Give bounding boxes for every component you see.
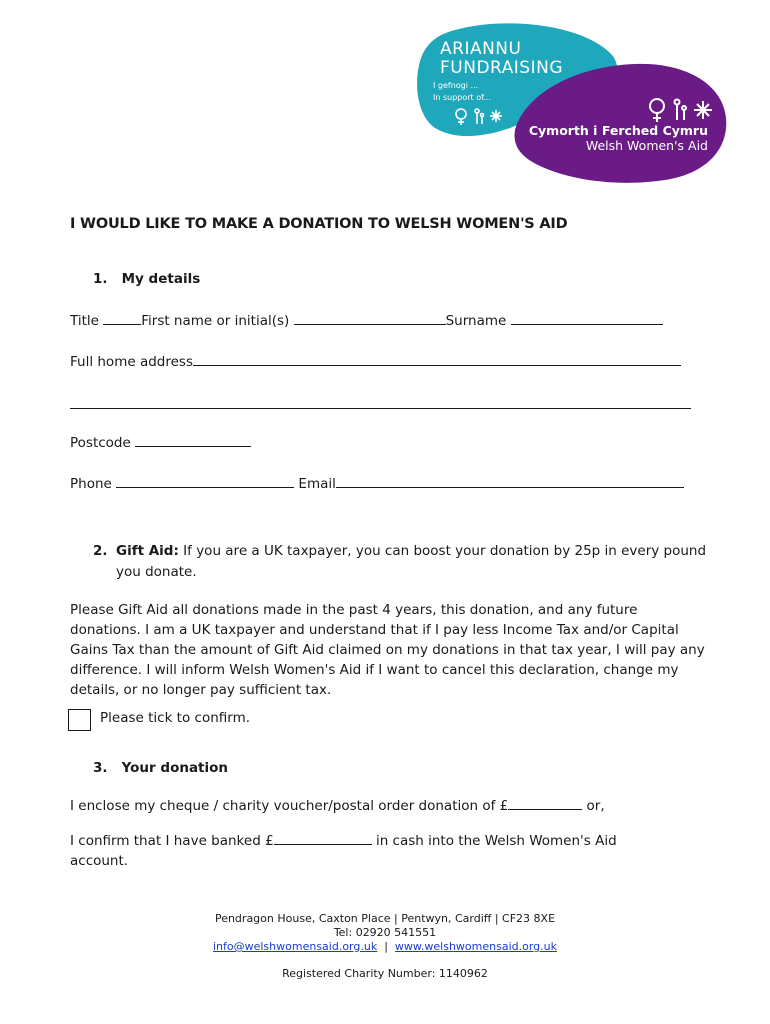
contact-row <box>70 474 684 494</box>
title-field[interactable] <box>103 311 141 325</box>
section-your-donation-title: 3. Your donation <box>93 760 229 776</box>
gift-aid-declaration: Please Gift Aid all donations made in the past 4 years, this donation, and any future donations. I am a UK taxpayer and understand that if I pay less Income Tax and/or Capital Gains Tax than the amount of Gift Aid claimed on my donations in that tax year, I will pay any difference. I will inform Welsh Women's Aid if I want to cancel this declaration, change my details, or no longer pay sufficient tax. <box>70 602 705 698</box>
logo-tagline-cy: I gefnogi ... <box>433 81 479 90</box>
footer-address: Pendragon House, Caxton Place | Pentwyn, Cardiff | CF23 8XE <box>214 912 556 925</box>
email-field[interactable] <box>336 474 684 488</box>
gift-aid-number: 2. <box>93 543 108 559</box>
gift-aid-confirm-label: Please tick to confirm. <box>100 710 251 726</box>
footer-tel: Tel: 02920 541551 <box>333 926 437 939</box>
cheque-amount-field[interactable] <box>508 796 582 810</box>
title-label: Title <box>70 313 99 329</box>
banked-suffix: in cash into the Welsh Women's Aid account. <box>70 833 617 869</box>
gift-aid-intro <box>93 541 723 583</box>
banked-prefix: I confirm that I have banked £ <box>70 833 274 849</box>
logo-tagline-en: In support of... <box>433 93 491 102</box>
logo-title-line1: ARIANNU <box>440 39 522 59</box>
phone-field[interactable] <box>116 474 294 488</box>
gift-aid-intro-text: If you are a UK taxpayer, you can boost your donation by 25p in every pound you donate. <box>116 543 707 580</box>
surname-label: Surname <box>445 313 507 329</box>
footer-separator: | <box>377 940 395 953</box>
postcode-field[interactable] <box>135 433 251 447</box>
cheque-prefix: I enclose my cheque / charity voucher/postal order donation of £ <box>70 798 509 814</box>
footer-website-link[interactable]: www.welshwomensaid.org.uk <box>394 940 557 953</box>
cheque-suffix: or, <box>582 798 605 814</box>
gift-aid-label: Gift Aid: <box>116 543 179 559</box>
section-my-details-title: 1. My details <box>93 271 201 287</box>
email-label: Email <box>298 476 336 492</box>
cheque-row <box>70 796 605 816</box>
gift-aid-confirm-checkbox[interactable] <box>68 709 91 731</box>
footer-links <box>0 940 770 954</box>
page-title: I WOULD LIKE TO MAKE A DONATION TO WELSH WOMEN'S AID <box>70 216 568 232</box>
first-name-field[interactable] <box>294 311 446 325</box>
postcode-label: Postcode <box>70 435 131 451</box>
footer-email-link[interactable]: info@welshwomensaid.org.uk <box>212 940 378 953</box>
logo-org-en: Welsh Women's Aid <box>585 138 708 153</box>
address-row <box>70 352 681 372</box>
address-field[interactable] <box>193 352 681 366</box>
logo-org-cy: Cymorth i Ferched Cymru <box>528 123 708 138</box>
phone-label: Phone <box>70 476 112 492</box>
banked-row <box>70 831 670 871</box>
logo-title-line2: FUNDRAISING <box>440 58 563 78</box>
banked-amount-field[interactable] <box>274 831 372 845</box>
postcode-row <box>70 433 251 453</box>
address-label: Full home address <box>70 354 193 370</box>
first-name-label: First name or initial(s) <box>141 313 290 329</box>
surname-field[interactable] <box>511 311 663 325</box>
footer-charity-number: Registered Charity Number: 1140962 <box>282 967 488 980</box>
address-line-2-field[interactable] <box>70 408 691 409</box>
name-row <box>70 311 663 331</box>
